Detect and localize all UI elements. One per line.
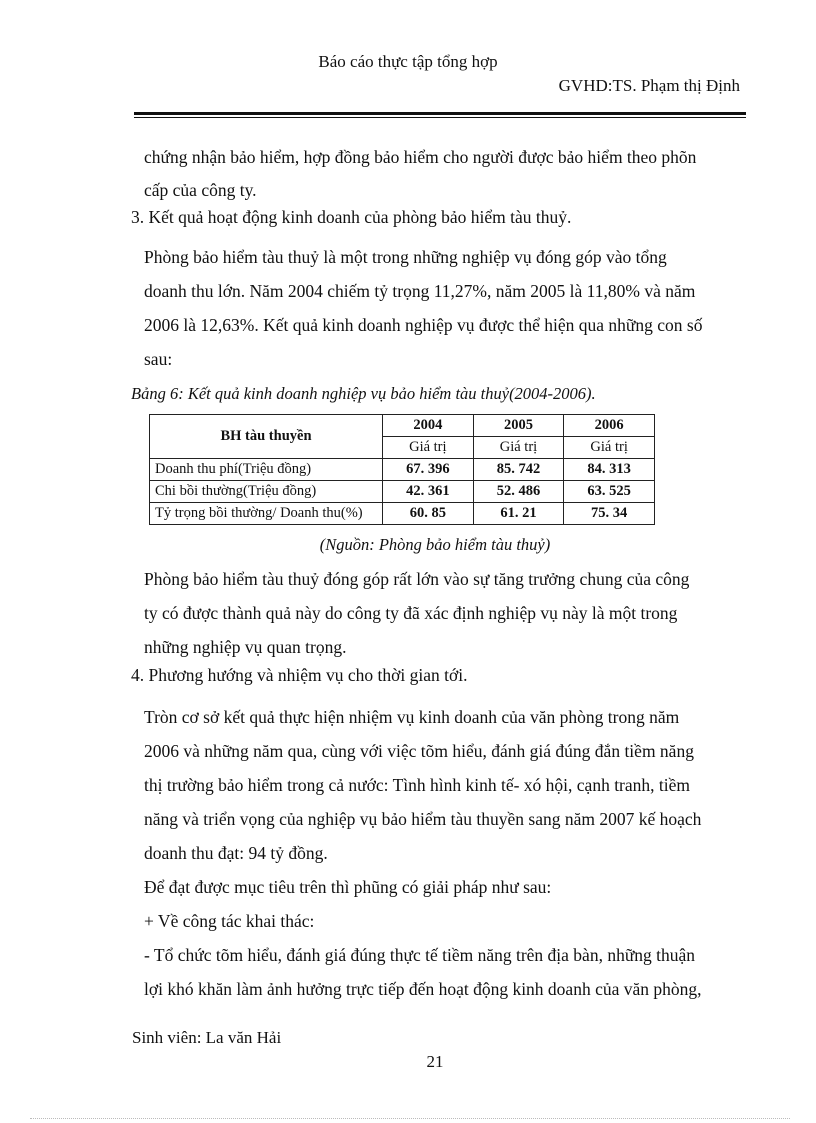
- year-header: 2004: [383, 415, 474, 437]
- paragraph-line: năng và triển vọng của nghiệp vụ bảo hiểm tàu thuyền sang năm 2007 kế hoạch: [144, 809, 702, 829]
- table-cell: 52. 486: [473, 481, 564, 503]
- table-source: (Nguồn: Phòng bảo hiểm tàu thuỷ): [319, 535, 551, 554]
- page-number: 21: [426, 1052, 444, 1071]
- table-cell: 75. 34: [564, 503, 655, 525]
- header-rule-thin: [134, 117, 746, 118]
- table-row: [150, 481, 655, 503]
- value-subheader: Giá trị: [564, 437, 655, 459]
- advisor-name: GVHD:TS. Phạm thị Định: [558, 76, 740, 95]
- paragraph-line: sau:: [144, 349, 173, 369]
- table-cell: 67. 396: [383, 459, 474, 481]
- table-cell: 61. 21: [473, 503, 564, 525]
- paragraph-line: thị trường bảo hiểm trong cả nước: Tình hình kinh tế- xó hội, cạnh tranh, tiềm: [144, 775, 691, 795]
- paragraph-line: doanh thu lớn. Năm 2004 chiếm tỷ trọng 11,27%, năm 2005 là 11,80% và năm: [144, 281, 696, 301]
- row-label: Chi bồi thường(Triệu đồng): [150, 481, 383, 503]
- year-header: 2006: [564, 415, 655, 437]
- table-row: [150, 459, 655, 481]
- table-header-row: [150, 415, 655, 437]
- page-bottom-divider: [30, 1118, 790, 1119]
- paragraph-line: chứng nhận bảo hiểm, hợp đồng bảo hiểm cho người được bảo hiểm theo phõn: [144, 147, 697, 167]
- paragraph-line: Phòng bảo hiểm tàu thuỷ đóng góp rất lớn vào sự tăng trưởng chung của công: [144, 569, 690, 589]
- paragraph-line: doanh thu đạt: 94 tỷ đồng.: [144, 843, 328, 863]
- table-row: [150, 503, 655, 525]
- table-cell: 60. 85: [383, 503, 474, 525]
- report-title: Báo cáo thực tập tổng hợp: [318, 52, 498, 71]
- section-heading-3: 3. Kết quả hoạt động kinh doanh của phòng bảo hiểm tàu thuỷ.: [131, 207, 572, 227]
- row-label: Tỷ trọng bồi thường/ Doanh thu(%): [150, 503, 383, 525]
- paragraph-line: lợi khó khăn làm ảnh hưởng trực tiếp đến hoạt động kinh doanh của văn phòng,: [144, 979, 702, 999]
- value-subheader: Giá trị: [383, 437, 474, 459]
- header-rule-thick: [134, 112, 746, 115]
- paragraph-line: 2006 và những năm qua, cùng với việc tõm hiểu, đánh giá đúng đắn tiềm năng: [144, 741, 694, 761]
- table-caption: Bảng 6: Kết quả kinh doanh nghiệp vụ bảo hiểm tàu thuỷ(2004-2006).: [131, 384, 596, 403]
- paragraph-line: + Về công tác khai thác:: [144, 911, 315, 931]
- value-subheader: Giá trị: [473, 437, 564, 459]
- paragraph-line: 2006 là 12,63%. Kết quả kinh doanh nghiệp vụ được thể hiện qua những con số: [144, 315, 703, 335]
- paragraph-line: Phòng bảo hiểm tàu thuỷ là một trong những nghiệp vụ đóng góp vào tổng: [144, 247, 667, 267]
- table-cell: 85. 742: [473, 459, 564, 481]
- paragraph-line: Để đạt được mục tiêu trên thì phũng có giải pháp như sau:: [144, 877, 552, 897]
- paragraph-line: ty có được thành quả này do công ty đã xác định nghiệp vụ này là một trong: [144, 603, 678, 623]
- paragraph-line: Tròn cơ sở kết quả thực hiện nhiệm vụ kinh doanh của văn phòng trong năm: [144, 707, 680, 727]
- paragraph-line: cấp của công ty.: [144, 180, 257, 200]
- year-header: 2005: [473, 415, 564, 437]
- student-name: Sinh viên: La văn Hải: [132, 1028, 282, 1047]
- results-table: [149, 414, 655, 525]
- paragraph-line: những nghiệp vụ quan trọng.: [144, 637, 347, 657]
- paragraph-line: - Tổ chức tõm hiểu, đánh giá đúng thực tế tiềm năng trên địa bàn, những thuận: [144, 945, 696, 965]
- section-heading-4: 4. Phương hướng và nhiệm vụ cho thời gian tới.: [131, 665, 468, 685]
- table-cell: 42. 361: [383, 481, 474, 503]
- row-label: Doanh thu phí(Triệu đồng): [150, 459, 383, 481]
- table-cell: 84. 313: [564, 459, 655, 481]
- row-header-cell: BH tàu thuyền: [150, 415, 383, 459]
- table-cell: 63. 525: [564, 481, 655, 503]
